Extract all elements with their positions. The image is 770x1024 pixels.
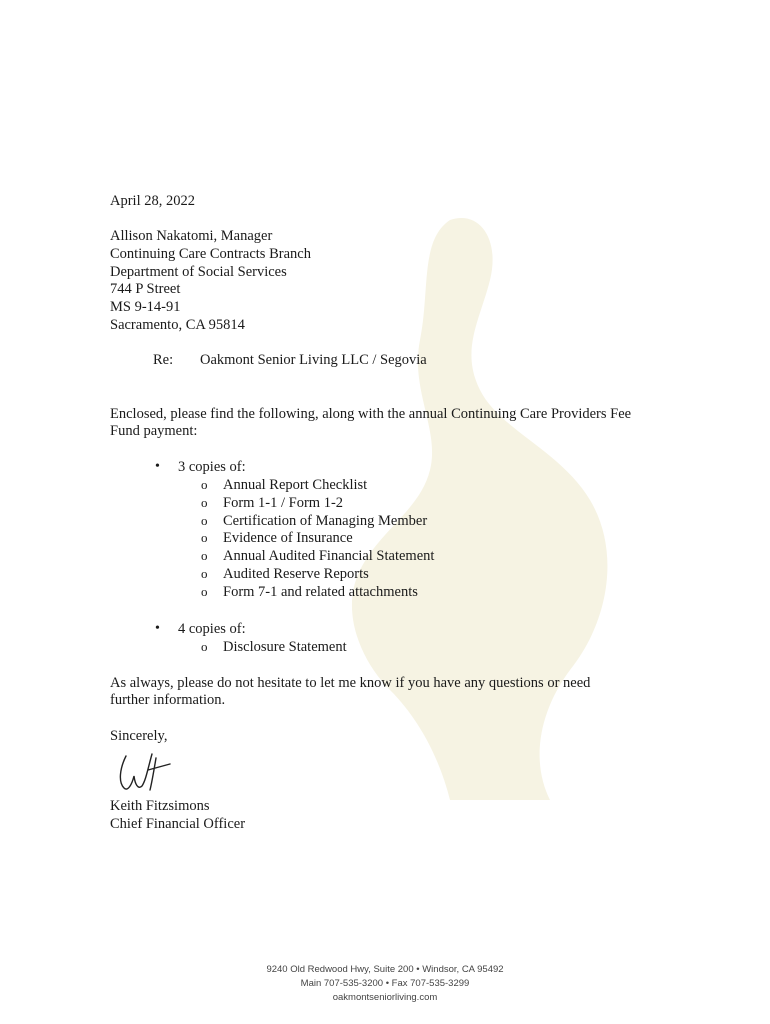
- list-item: Disclosure Statement: [223, 639, 347, 655]
- footer-phone-fax: Main 707-535-3200 • Fax 707-535-3299: [300, 978, 470, 989]
- list2-heading: 4 copies of:: [178, 621, 246, 637]
- oak-tree-watermark: [330, 200, 670, 800]
- sub-bullet-marker: o: [201, 530, 208, 545]
- handwritten-signature: [112, 746, 182, 796]
- closing-line-2: further information.: [110, 692, 226, 708]
- re-label: Re:: [153, 352, 174, 368]
- sub-bullet-marker: o: [201, 639, 208, 654]
- list-item: Annual Report Checklist: [223, 477, 368, 493]
- list-item: Form 1-1 / Form 1-2: [223, 495, 344, 511]
- letter-date: April 28, 2022: [110, 193, 195, 209]
- footer-address: 9240 Old Redwood Hwy, Suite 200 • Windsor, CA 95492: [266, 964, 504, 975]
- list-item: Certification of Managing Member: [223, 513, 428, 529]
- list1-heading: 3 copies of:: [178, 459, 246, 475]
- sub-bullet-marker: o: [201, 584, 208, 599]
- recipient-city: Sacramento, CA 95814: [110, 317, 245, 333]
- sub-bullet-marker: o: [201, 548, 208, 563]
- bullet-marker: •: [155, 459, 160, 474]
- sub-bullet-marker: o: [201, 566, 208, 581]
- signer-title: Chief Financial Officer: [110, 816, 246, 832]
- re-subject: Oakmont Senior Living LLC / Segovia: [200, 352, 427, 368]
- recipient-street: 744 P Street: [110, 281, 181, 297]
- list-item: Annual Audited Financial Statement: [223, 548, 435, 564]
- recipient-mail-stop: MS 9-14-91: [110, 299, 181, 315]
- list-item: Audited Reserve Reports: [223, 566, 369, 582]
- bullet-marker: •: [155, 621, 160, 636]
- recipient-name: Allison Nakatomi, Manager: [110, 228, 273, 244]
- signer-name: Keith Fitzsimons: [110, 798, 210, 814]
- recipient-department: Department of Social Services: [110, 264, 287, 280]
- footer-website: oakmontseniorliving.com: [332, 992, 438, 1003]
- list-item: Evidence of Insurance: [223, 530, 353, 546]
- intro-line-2: Fund payment:: [110, 423, 198, 439]
- sub-bullet-marker: o: [201, 513, 208, 528]
- closing-line-1: As always, please do not hesitate to let me know if you have any questions or need: [110, 675, 591, 691]
- sub-bullet-marker: o: [201, 495, 208, 510]
- intro-line-1: Enclosed, please find the following, along with the annual Continuing Care Providers Fee: [110, 406, 632, 422]
- recipient-branch: Continuing Care Contracts Branch: [110, 246, 311, 262]
- list-item: Form 7-1 and related attachments: [223, 584, 418, 600]
- sub-bullet-marker: o: [201, 477, 208, 492]
- salutation: Sincerely,: [110, 728, 168, 744]
